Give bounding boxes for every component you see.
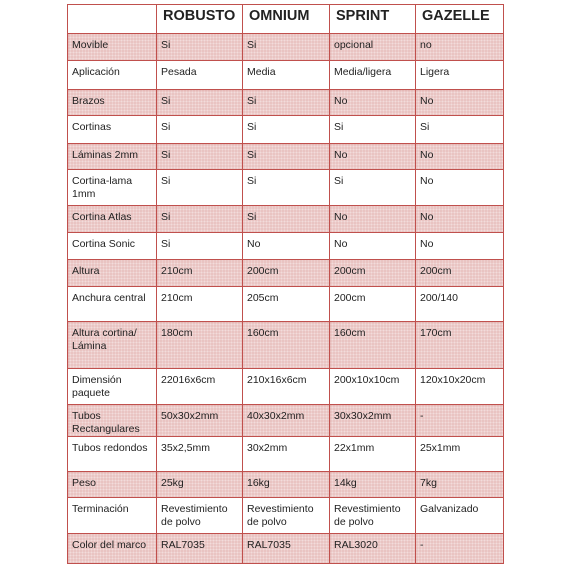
table-row — [68, 534, 504, 564]
table-cell: 22x1mm — [330, 437, 416, 472]
table-cell: 210cm — [157, 260, 243, 287]
table-cell: RAL7035 — [243, 534, 330, 564]
table-cell: No — [416, 206, 504, 233]
table-row — [68, 144, 504, 170]
header-row — [68, 5, 504, 34]
header-robusto: ROBUSTO — [157, 5, 243, 34]
table-cell: - — [416, 534, 504, 564]
table-row — [68, 90, 504, 116]
table-row — [68, 34, 504, 61]
table-row — [68, 472, 504, 498]
table-cell: No — [416, 170, 504, 206]
table-body — [68, 34, 504, 564]
table-row — [68, 498, 504, 534]
table-cell: 170cm — [416, 322, 504, 369]
header-corner — [68, 5, 157, 34]
table-cell: No — [243, 233, 330, 260]
row-label: Tubos redondos — [68, 437, 157, 472]
table-cell: 35x2,5mm — [157, 437, 243, 472]
table-cell: RAL3020 — [330, 534, 416, 564]
table-cell: 200cm — [330, 260, 416, 287]
row-label: Altura cortina/ Lámina — [68, 322, 157, 369]
table-row — [68, 170, 504, 206]
row-label: Tubos Rectangulares — [68, 405, 157, 437]
row-label: Cortinas — [68, 116, 157, 144]
table-cell: no — [416, 34, 504, 61]
table-cell: 205cm — [243, 287, 330, 322]
row-label: Cortina-lama 1mm — [68, 170, 157, 206]
table-cell: 210cm — [157, 287, 243, 322]
table-row — [68, 61, 504, 90]
table-cell: 14kg — [330, 472, 416, 498]
table-row — [68, 116, 504, 144]
table-cell: Si — [157, 90, 243, 116]
table-cell: 200x10x10cm — [330, 369, 416, 405]
table-row — [68, 405, 504, 437]
table-cell: 22016x6cm — [157, 369, 243, 405]
table-cell: opcional — [330, 34, 416, 61]
table-cell: Si — [243, 116, 330, 144]
row-label: Cortina Sonic — [68, 233, 157, 260]
table-row — [68, 437, 504, 472]
table-cell: Si — [243, 170, 330, 206]
table-cell: 160cm — [330, 322, 416, 369]
table-cell: 25kg — [157, 472, 243, 498]
table-cell: No — [416, 233, 504, 260]
table-cell: Si — [243, 144, 330, 170]
table-cell: Ligera — [416, 61, 504, 90]
table-cell: No — [330, 206, 416, 233]
table-row — [68, 206, 504, 233]
table-cell: Si — [330, 170, 416, 206]
row-label: Movible — [68, 34, 157, 61]
table-row — [68, 322, 504, 369]
row-label: Láminas 2mm — [68, 144, 157, 170]
table-cell: No — [330, 233, 416, 260]
table-cell: 180cm — [157, 322, 243, 369]
table-cell: 25x1mm — [416, 437, 504, 472]
table-cell: 160cm — [243, 322, 330, 369]
table-cell: - — [416, 405, 504, 437]
row-label: Cortina Atlas — [68, 206, 157, 233]
table-row — [68, 369, 504, 405]
row-label: Peso — [68, 472, 157, 498]
header-omnium: OMNIUM — [243, 5, 330, 34]
row-label: Brazos — [68, 90, 157, 116]
table-cell: Media/ligera — [330, 61, 416, 90]
row-label: Anchura central — [68, 287, 157, 322]
table-cell: 50x30x2mm — [157, 405, 243, 437]
table-cell: Si — [157, 206, 243, 233]
table-cell: Si — [157, 144, 243, 170]
row-label: Aplicación — [68, 61, 157, 90]
table-cell: Si — [243, 34, 330, 61]
table-cell: Media — [243, 61, 330, 90]
table-cell: Galvanizado — [416, 498, 504, 534]
table-cell: Si — [416, 116, 504, 144]
table-cell: 40x30x2mm — [243, 405, 330, 437]
table-cell: No — [330, 90, 416, 116]
table-cell: Si — [157, 233, 243, 260]
table-row — [68, 233, 504, 260]
row-label: Color del marco — [68, 534, 157, 564]
table-cell: 200cm — [330, 287, 416, 322]
table-cell: No — [416, 144, 504, 170]
comparison-table — [67, 4, 504, 564]
table-cell: Pesada — [157, 61, 243, 90]
header-sprint: SPRINT — [330, 5, 416, 34]
comparison-table-wrapper — [67, 4, 503, 564]
table-cell: Si — [157, 34, 243, 61]
table-cell: 200cm — [243, 260, 330, 287]
table-cell: 210x16x6cm — [243, 369, 330, 405]
table-row — [68, 260, 504, 287]
table-cell: 7kg — [416, 472, 504, 498]
table-cell: 30x30x2mm — [330, 405, 416, 437]
table-row — [68, 287, 504, 322]
table-cell: No — [416, 90, 504, 116]
table-cell: Si — [330, 116, 416, 144]
table-cell: 120x10x20cm — [416, 369, 504, 405]
table-cell: RAL7035 — [157, 534, 243, 564]
table-cell: 16kg — [243, 472, 330, 498]
table-cell: No — [330, 144, 416, 170]
table-cell: Revestimiento de polvo — [243, 498, 330, 534]
table-cell: Revestimiento de polvo — [330, 498, 416, 534]
table-cell: 200/140 — [416, 287, 504, 322]
table-cell: Si — [157, 170, 243, 206]
header-gazelle: GAZELLE — [416, 5, 504, 34]
table-cell: Revestimiento de polvo — [157, 498, 243, 534]
table-cell: 30x2mm — [243, 437, 330, 472]
table-cell: Si — [157, 116, 243, 144]
row-label: Dimensión paquete — [68, 369, 157, 405]
table-cell: 200cm — [416, 260, 504, 287]
row-label: Terminación — [68, 498, 157, 534]
table-cell: Si — [243, 90, 330, 116]
table-cell: Si — [243, 206, 330, 233]
row-label: Altura — [68, 260, 157, 287]
